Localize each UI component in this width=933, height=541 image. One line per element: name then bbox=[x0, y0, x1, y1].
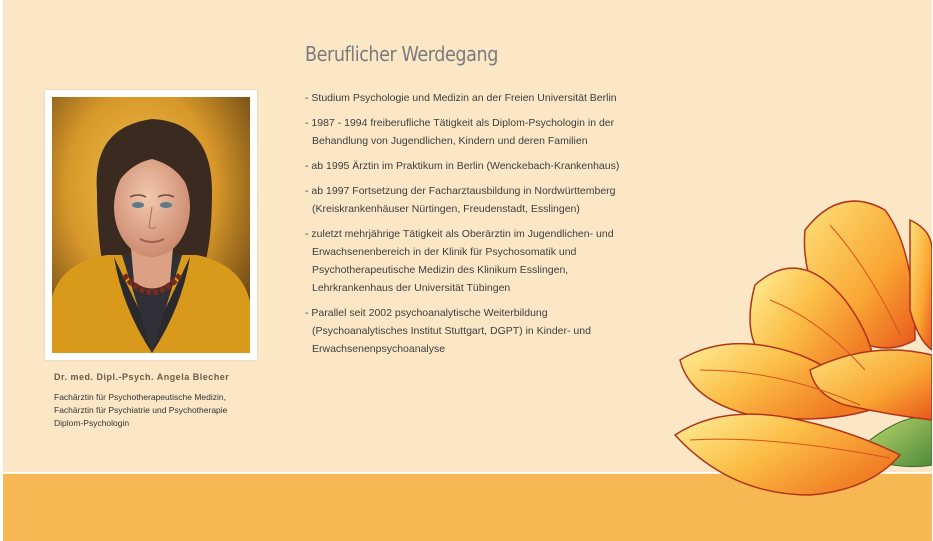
qualification-line: Fachärztin für Psychotherapeutische Medizin, bbox=[54, 392, 226, 402]
profile-qualifications bbox=[54, 391, 284, 430]
career-line: - ab 1995 Ärztin im Praktikum in Berlin (Wenckebach-Krankenhaus) bbox=[305, 160, 620, 172]
career-line: Erwachsenenpsychoanalyse bbox=[312, 343, 446, 355]
career-line: Lehrkrankenhaus der Universität Tübingen bbox=[312, 282, 511, 294]
career-line: Erwachsenenbereich in der Klinik für Psychosomatik und bbox=[312, 246, 577, 258]
career-line: - ab 1997 Fortsetzung der Facharztausbildung in Nordwürttemberg bbox=[305, 185, 616, 197]
flower-illustration bbox=[670, 190, 932, 520]
portrait-frame bbox=[45, 90, 257, 360]
career-item bbox=[305, 157, 665, 175]
career-line: - 1987 - 1994 freiberufliche Tätigkeit als Diplom-Psychologin in der bbox=[305, 117, 615, 129]
profile-name: Dr. med. Dipl.-Psych. Angela Blecher bbox=[54, 372, 230, 382]
career-line: - zuletzt mehrjährige Tätigkeit als Oberärztin im Jugendlichen- und bbox=[305, 228, 614, 240]
career-list bbox=[305, 89, 665, 365]
qualification-line: Fachärztin für Psychiatrie und Psychotherapie bbox=[54, 405, 228, 415]
career-line: Psychotherapeutische Medizin des Klinikum Esslingen, bbox=[312, 264, 569, 276]
career-line: - Parallel seit 2002 psychoanalytische Weiterbildung bbox=[305, 307, 548, 319]
career-item bbox=[305, 225, 665, 297]
career-item bbox=[305, 182, 665, 218]
career-item bbox=[305, 304, 665, 358]
career-line: - Studium Psychologie und Medizin an der Freien Universität Berlin bbox=[305, 92, 617, 104]
portrait-photo bbox=[52, 97, 250, 353]
portrait-image bbox=[52, 97, 250, 353]
career-line: Behandlung von Jugendlichen, Kindern und deren Familien bbox=[312, 135, 588, 147]
section-title: Beruflicher Werdegang bbox=[305, 42, 498, 66]
career-line: (Kreiskrankenhäuser Nürtingen, Freudenstadt, Esslingen) bbox=[312, 203, 580, 215]
career-item bbox=[305, 114, 665, 150]
career-line: (Psychoanalytisches Institut Stuttgart, DGPT) in Kinder- und bbox=[312, 325, 591, 337]
career-item bbox=[305, 89, 665, 107]
qualification-line: Diplom-Psychologin bbox=[54, 418, 130, 428]
